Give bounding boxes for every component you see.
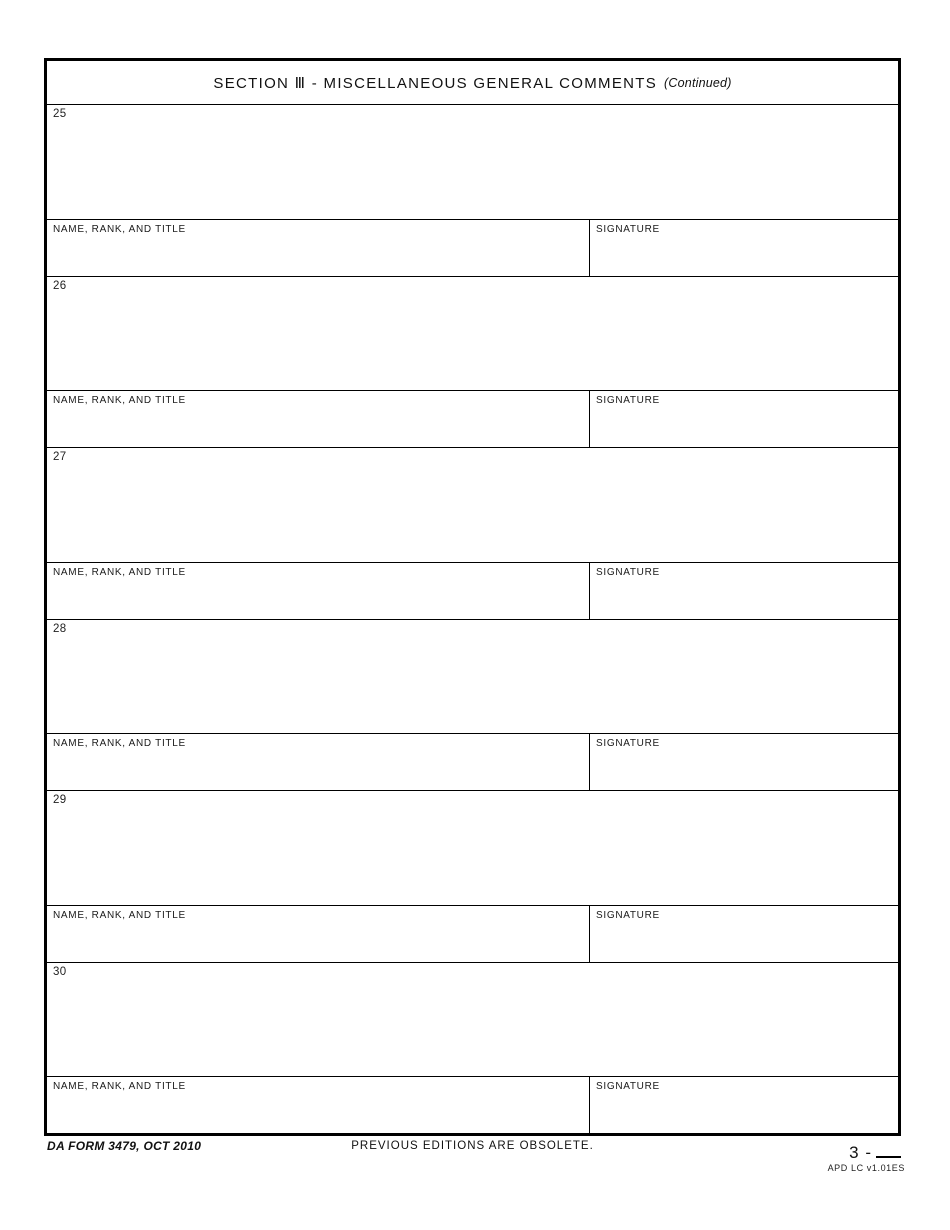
block-number: 25 <box>53 108 67 120</box>
name-rank-title-field-26[interactable] <box>47 391 590 447</box>
comment-block-29 <box>47 791 898 963</box>
section-title-continued: (Continued) <box>664 76 732 90</box>
section-title: SECTION Ⅲ - MISCELLANEOUS GENERAL COMMENTS <box>213 74 658 92</box>
name-signature-row <box>47 905 898 962</box>
page-number-prefix: 3 - <box>849 1143 872 1162</box>
comment-block-30 <box>47 963 898 1134</box>
comment-block-26 <box>47 277 898 449</box>
form-header <box>47 61 898 105</box>
name-rank-title-field-30[interactable] <box>47 1077 590 1133</box>
signature-label: SIGNATURE <box>596 1081 660 1092</box>
comment-field-30[interactable] <box>47 963 898 1077</box>
signature-field-25[interactable] <box>590 220 898 276</box>
name-signature-row <box>47 390 898 447</box>
name-rank-title-label: NAME, RANK, AND TITLE <box>53 1081 186 1092</box>
name-rank-title-label: NAME, RANK, AND TITLE <box>53 738 186 749</box>
page-number-area <box>849 1136 901 1163</box>
name-rank-title-field-25[interactable] <box>47 220 590 276</box>
block-number: 26 <box>53 279 67 292</box>
comment-block-27 <box>47 448 898 620</box>
signature-label: SIGNATURE <box>596 223 660 235</box>
section-iii-form <box>44 58 901 1136</box>
form-id: DA FORM 3479, OCT 2010 <box>47 1139 202 1153</box>
signature-field-27[interactable] <box>590 563 898 619</box>
signature-label: SIGNATURE <box>596 566 660 578</box>
name-rank-title-label: NAME, RANK, AND TITLE <box>53 223 186 235</box>
comment-field-26[interactable] <box>47 277 898 391</box>
block-number: 30 <box>53 965 67 978</box>
comment-field-27[interactable] <box>47 448 898 562</box>
obsolete-note: PREVIOUS EDITIONS ARE OBSOLETE. <box>351 1140 594 1152</box>
name-signature-row <box>47 733 898 790</box>
name-rank-title-label: NAME, RANK, AND TITLE <box>53 566 186 578</box>
signature-field-30[interactable] <box>590 1077 898 1133</box>
comment-field-28[interactable] <box>47 620 898 734</box>
name-rank-title-label: NAME, RANK, AND TITLE <box>53 909 186 921</box>
signature-label: SIGNATURE <box>596 395 660 406</box>
signature-field-26[interactable] <box>590 391 898 447</box>
name-rank-title-field-27[interactable] <box>47 563 590 619</box>
comment-block-28 <box>47 620 898 792</box>
block-number: 29 <box>53 794 67 806</box>
page-number-blank-field[interactable] <box>876 1136 901 1158</box>
block-number: 27 <box>53 451 67 463</box>
signature-field-29[interactable] <box>590 906 898 962</box>
signature-label: SIGNATURE <box>596 738 660 749</box>
name-rank-title-field-29[interactable] <box>47 906 590 962</box>
signature-field-28[interactable] <box>590 734 898 790</box>
name-rank-title-label: NAME, RANK, AND TITLE <box>53 395 186 406</box>
apd-version-label: APD LC v1.01ES <box>827 1163 905 1173</box>
name-signature-row <box>47 1076 898 1133</box>
comment-field-25[interactable] <box>47 105 898 219</box>
signature-label: SIGNATURE <box>596 909 660 921</box>
block-number: 28 <box>53 622 67 635</box>
comment-block-25 <box>47 105 898 277</box>
comment-field-29[interactable] <box>47 791 898 905</box>
name-signature-row <box>47 562 898 619</box>
name-signature-row <box>47 219 898 276</box>
name-rank-title-field-28[interactable] <box>47 734 590 790</box>
